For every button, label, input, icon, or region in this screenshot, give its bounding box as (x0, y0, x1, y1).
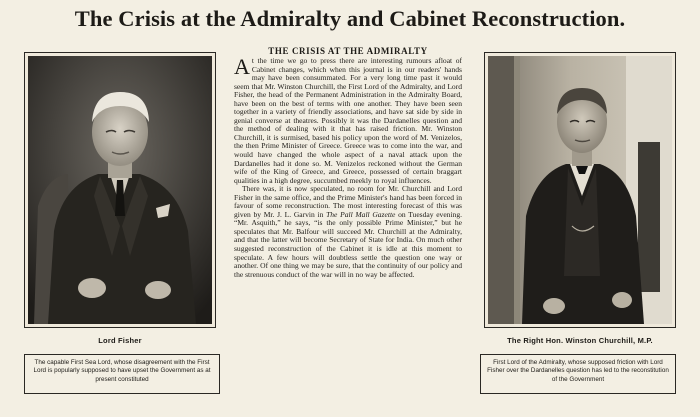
article-paragraph-1-text: t the time we go to press there are interesting rumours afloat of Cabinet changes, which when this journal is in our readers' hands may have been consummated. For a very long time past it would seem that Mr. Winston Churchill, the First Lord of the Admiralty, and Lord Fisher, the head of the Permanent Administration in the Admiralty Board, have been on the best of terms with one another. They have been seen together in a variety of friendly associations, and have sat side by side in genial converse at theatres. Possibly it was the Dardanelles question and the method of dealing with it that has raised friction. Mr. Winston Churchill, it is surmised, based his policy upon the word of M. Venizelos, the then Prime Minister of Greece. Greece was to come into the war, and would have changed the whole aspect of a naval attack upon the Dardanelles had it done so. M. Venizelos reckoned without the German wife of the King of Greece, and Greece, possessed of certain braggart qualities in a high degree, succumbed meekly to royal influences. (234, 56, 462, 185)
article-paragraph-2 (234, 185, 462, 279)
lord-fisher-caption: Lord Fisher (98, 336, 142, 345)
article (234, 46, 462, 412)
article-paragraph-2-text-b: on Tuesday evening. “Mr. Asquith,” he says, “is the only possible Prime Minister,” but he speculates that Mr. Balfour will succeed Mr. Churchill at the Admiralty, and that the latter will become Secretary of State for India. On much other suggested reconstruction of the Cabinet it is idle at this moment to speculate. A few hours will doubtless settle the question one way or another. Of one thing we may be sure, that the continuity of our policy and the strenuous conduct of the war will in no way be affected. (234, 209, 462, 279)
lord-fisher-portrait (28, 56, 212, 324)
article-paragraph-2-text-a: There was, it is now speculated, no room for Mr. Churchill and Lord Fisher in the same office, and the Prime Minister's hand has been forced in favour of some reconstruction. The most interesting forecast of this was given by Mr. J. L. Garvin in (234, 184, 462, 219)
headline: The Crisis at the Admiralty and Cabinet Reconstruction. (74, 6, 626, 31)
churchill-photo-frame (484, 52, 676, 328)
lord-fisher-description: The capable First Sea Lord, whose disagreement with the First Lord is popularly supposed to have upset the Government as at present constituted (24, 354, 220, 394)
article-title: THE CRISIS AT THE ADMIRALTY (268, 46, 428, 56)
lord-fisher-photo-frame (24, 52, 216, 328)
churchill-portrait (488, 56, 672, 324)
drop-cap: A (234, 54, 250, 79)
churchill-caption: The Right Hon. Winston Churchill, M.P. (507, 336, 653, 345)
article-paragraph-1 (234, 54, 462, 185)
churchill-description: First Lord of the Admiralty, whose supposed friction with Lord Fisher over the Dardanelles question has led to the reconstitution of the Government (480, 354, 676, 394)
newspaper-title: The Pall Mall Gazette (326, 209, 396, 219)
